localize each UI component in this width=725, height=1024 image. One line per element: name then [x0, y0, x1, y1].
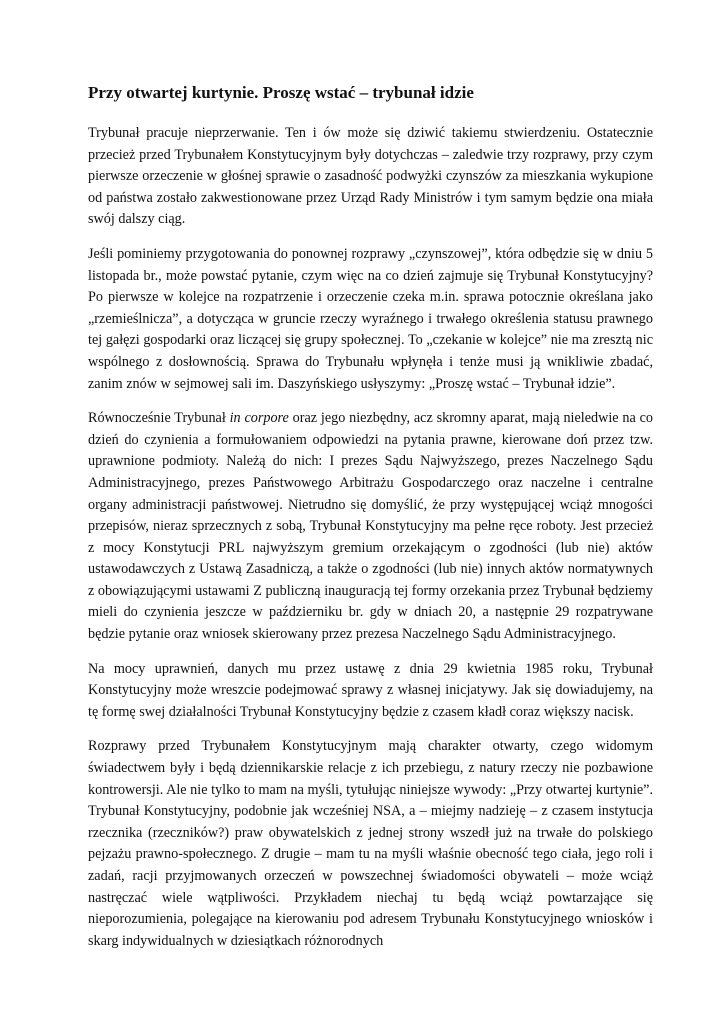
paragraph-5: Rozprawy przed Trybunałem Konstytucyjnym mają charakter otwarty, czego widomym świadectwem były i będą dziennikarskie relacje z ich przebiegu, z natury rzeczy nie pozbawione kontrowersji. Ale nie tylko to mam na myśli, tytułując niniejsze wywody: „Przy otwartej kurtynie”. Trybunał Konstytucyjny, podobnie jak wcześniej NSA, a – miejmy nadzieję – z czasem instytucja rzecznika (rzeczników?) praw obywatelskich z jednej strony wszedł już na trwałe do polskiego pejzażu prawno-społecznego. Z drugie – mam tu na myśli właśnie obecność tego ciała, jego roli i zadań, racji przyjmowanych orzeczeń w powszechnej świadomości obywateli – może wciąż nastręczać wiele wątpliwości. Przykładem niechaj tu będą wciąż powtarzające się nieporozumienia, polegające na kierowaniu pod adresem Trybunału Konstytucyjnego wniosków i skarg indywidualnych w dziesiątkach różnorodnych [88, 738, 653, 949]
article-title: Przy otwartej kurtynie. Proszę wstać – trybunał idzie [88, 83, 474, 102]
latin-phrase: in corpore [229, 410, 289, 427]
paragraph-2: Jeśli pominiemy przygotowania do ponownej rozprawy „czynszowej”, która odbędzie się w dniu 5 listopada br., może powstać pytanie, czym więc na co dzień zajmuje się Trybunał Konstytucyjny? Po pierwsze w kolejce na rozpatrzenie i orzeczenie czeka m.in. sprawa potocznie określana jako „rzemieślnicza”, a dotycząca w gruncie rzeczy wyraźnego i trwałego określenia statusu prawnego tej gałęzi gospodarki oraz liczącej się grupy społecznej. To „czekanie w kolejce” nie ma zresztą nic wspólnego z dosłownością. Sprawa do Trybunału wpłynęła i tenże musi ją wnikliwie zbadać, zanim znów w sejmowej sali im. Daszyńskiego usłyszymy: „Proszę wstać – Trybunał idzie”. [88, 245, 653, 392]
paragraph-3: Równocześnie Trybunał in corpore oraz jego niezbędny, acz skromny aparat, mają nieledwie na co dzień do czynienia a formułowaniem odpowiedzi na pytania prawne, kierowane doń przez tzw. uprawnione podmioty. Należą do nich: I prezes Sądu Najwyższego, prezes Naczelnego Sądu Administracyjnego, prezes Państwowego Arbitrażu Gospodarczego oraz naczelne i centralne organy administracji państwowej. Nietrudno się domyślić, że przy występującej wciąż mnogości przepisów, nieraz sprzecznych z sobą, Trybunał Konstytucyjny ma pełne ręce roboty. Jest przecież z mocy Konstytucji PRL najwyższym gremium orzekającym o zgodności (lub nie) aktów ustawodawczych z Ustawą Zasadniczą, a także o zgodności (lub nie) innych aktów normatywnych z obowiązującymi ustawami Z publiczną inauguracją tej formy orzekania przez Trybunał będziemy mieli do czynienia jeszcze w październiku br. gdy w dniach 20, a następnie 29 rozpatrywane będzie pytanie oraz wniosek skierowany przez prezesa Naczelnego Sądu Administracyjnego. [88, 410, 653, 643]
paragraph-1: Trybunał pracuje nieprzerwanie. Ten i ów może się dziwić takiemu stwierdzeniu. Ostatecznie przecież przed Trybunałem Konstytucyjnym były dotychczas – zaledwie trzy rozprawy, przy czym pierwsze orzeczenie w głośnej sprawie o zasadność podwyżki czynszów za mieszkania wykupione od państwa zostało zakwestionowane przez Urząd Rady Ministrów i tym samym będzie ona miała swój dalszy ciąg. [88, 125, 653, 228]
paragraph-4: Na mocy uprawnień, danych mu przez ustawę z dnia 29 kwietnia 1985 roku, Trybunał Konstytucyjny może wreszcie podejmować sprawy z własnej inicjatywy. Jak się dowiadujemy, na tę formę swej działalności Trybunał Konstytucyjny będzie z czasem kładł coraz większy nacisk. [88, 660, 653, 720]
document-page [88, 82, 653, 965]
